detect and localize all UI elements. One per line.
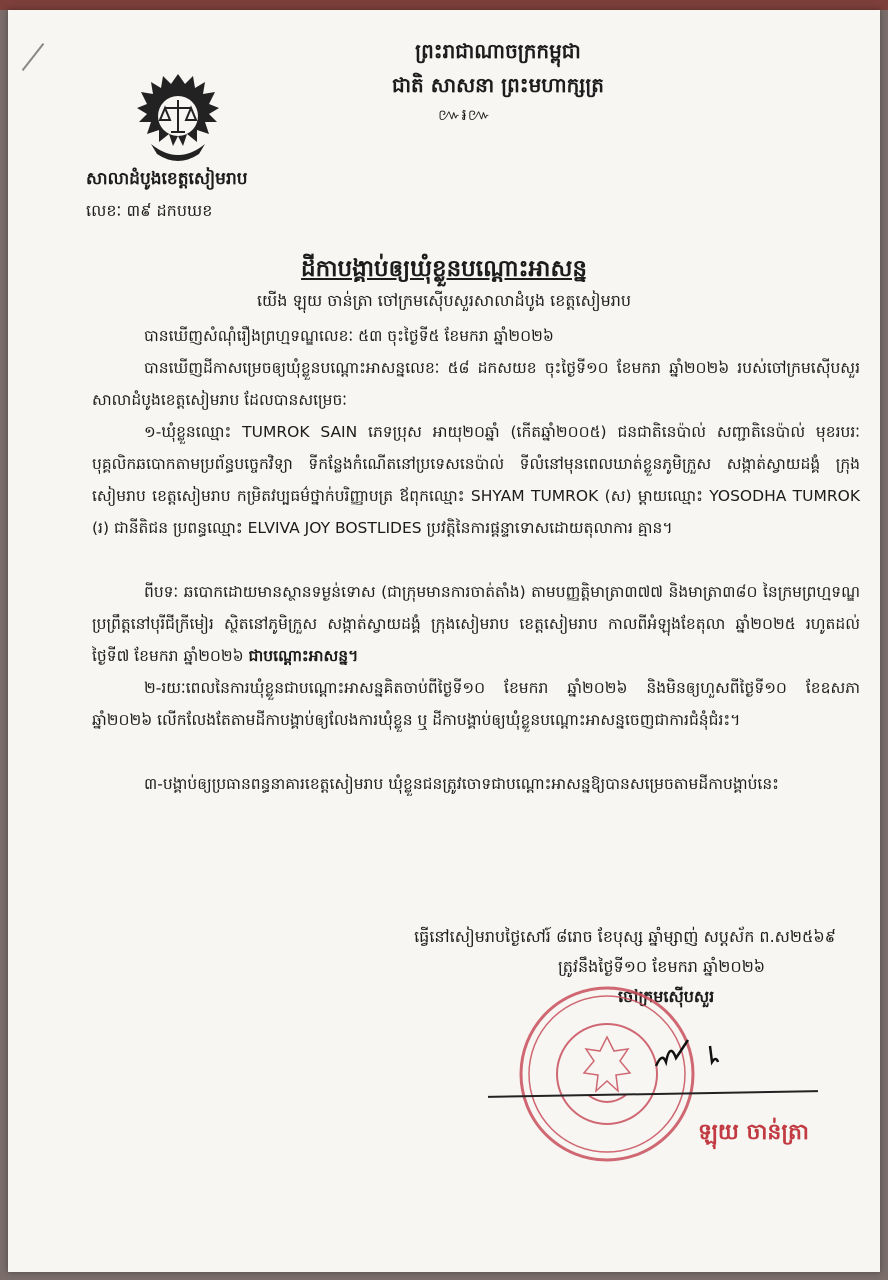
signature-date-lunar: ធ្វើនៅសៀមរាបថ្ងៃសៅរ៍ ៨រោច ខែបុស្ស ឆ្នាំម្សាញ់ សប្តស័ក ព.ស២៥៦៩ [414,927,836,946]
top-band [0,0,888,10]
body-paragraph-5: ២-រយៈពេលនៃការឃុំខ្លួនជាបណ្ដោះអាសន្នគិតចាប់ពីថ្ងៃទី១០ ខែមករា ឆ្នាំ២០២៦ និងមិនឲ្យហួសពីថ្ងៃទី១០ ខែឧសភា ឆ្នាំ២០២៦ លើកលែងតែតាមដីកាបង្គាប់ឲ្យលែងការឃុំខ្លួន ឬ ដីកាបង្គាប់ឲ្យឃុំខ្លួនបណ្ដោះអាសន្នចេញជាការជំនុំជំរះ។ [92,679,860,729]
body-paragraph-6: ៣-បង្គាប់ឲ្យប្រធានពន្ធនាគារខេត្តសៀមរាប ឃុំខ្លួនជនត្រូវចោទជាបណ្ដោះអាសន្នឱ្យបានសម្រេចតាមដីកាបង្គាប់នេះ [144,775,779,793]
court-emblem-icon [133,70,223,166]
signature-date-solar: ត្រូវនឹងថ្ងៃទី១០ ខែមករា ឆ្នាំ២០២៦ [558,957,766,976]
motto-heading: ជាតិ សាសនា ព្រះមហាក្សត្រ [392,73,604,97]
signature-role: ចៅក្រមស៊ើបសួរ [618,987,715,1006]
court-name: សាលាដំបូងខេត្តសៀមរាប [86,169,248,189]
body-paragraph-4 [92,576,860,672]
kingdom-heading: ព្រះរាជាណាចក្រកម្ពុជា [415,39,581,63]
body-paragraph-3: ១-ឃុំខ្លួនឈ្មោះ TUMROK SAIN ភេទប្រុស អាយុ២០ឆ្នាំ (កើតឆ្នាំ២០០៥) ជនជាតិនេប៉ាល់ សញ្ជាតិនេប៉ាល់ មុខរបរៈ បុគ្គលិកឆបោកតាមប្រព័ន្ធបច្ចេកវិទ្យា ទីកន្លែងកំណើតនៅប្រទេសនេប៉ាល់ ទីលំនៅមុនពេលឃាត់ខ្លួនភូមិក្រួស សង្កាត់ស្វាយដង្គំ ក្រុងសៀមរាប ខេត្តសៀមរាប កម្រិតវប្បធម៌ថ្នាក់បរិញ្ញាបត្រ ឪពុកឈ្មោះ SHYAM TUMROK (ស) ម្ដាយឈ្មោះ YOSODHA TUMROK (រ) ជានីតិជន ប្រពន្ធឈ្មោះ ELVIVA JOY BOSTLIDES ប្រវត្តិនៃការផ្ដន្ទាទោសដោយតុលាការ គ្មាន។ [92,423,860,537]
ornament: ៚៛៚ [438,105,492,124]
document-title: ដីកាបង្គាប់ឲ្យឃុំខ្លួនបណ្ដោះអាសន្ន [301,256,587,282]
offense-text: ពីបទៈ ឆបោកដោយមានស្ថានទម្ងន់ទោស (ជាក្រុមមានការចាត់តាំង) តាមបញ្ញត្តិមាត្រា៣៧៧ និងមាត្រា៣៨០ នៃក្រមព្រហ្មទណ្ឌ ប្រព្រឹត្តនៅបុរីជីក្រីមៀរ ស្ថិតនៅភូមិក្រួស សង្កាត់ស្វាយដង្គំ ក្រុងសៀមរាប ខេត្តសៀមរាប កាលពីអំឡុងខែតុលា ឆ្នាំ២០២៥ រហូតដល់ថ្ងៃទី៧ ខែមករា ឆ្នាំ២០២៦ [92,583,860,665]
handwritten-signature-icon [648,1032,738,1082]
signatory-name: ឡុយ ចាន់ត្រា [698,1120,809,1145]
body-paragraph-1: បានឃើញសំណុំរឿងព្រហ្មទណ្ឌលេខៈ ៥៣ ចុះថ្ងៃទី៥ ខែមករា ឆ្នាំ២០២៦ [144,327,554,345]
reference-number: លេខៈ ៣៩ ដកបឃខ [86,201,213,220]
body-paragraph-2: បានឃើញដីកាសម្រេចឲ្យឃុំខ្លួនបណ្ដោះអាសន្នលេខៈ ៥៨ ដកសយខ ចុះថ្ងៃទី១០ ខែមករា ឆ្នាំ២០២៦ របស់ចៅក្រមស៊ើបសួរសាលាដំបូងខេត្តសៀមរាប ដែលបានសម្រេចៈ [92,359,860,409]
document-subtitle: យើង ឡុយ ចាន់ត្រា ចៅក្រមស៊ើបសួរសាលាដំបូង ខេត្តសៀមរាប [256,291,632,310]
offense-emphasis: ជាបណ្ដោះអាសន្ន។ [248,647,359,665]
